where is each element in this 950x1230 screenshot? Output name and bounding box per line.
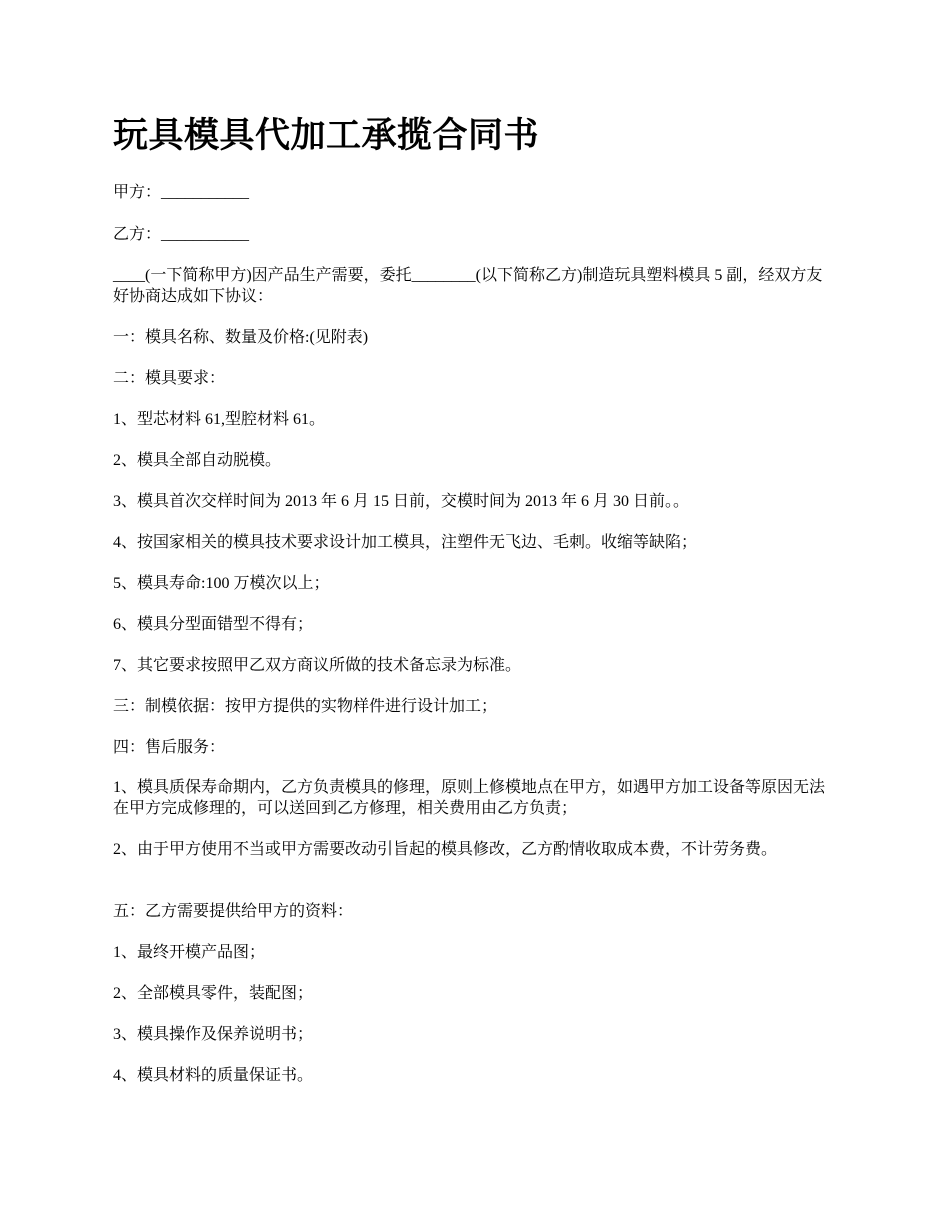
deliverable-item: 4、模具材料的质量保证书。 [113,1067,314,1084]
section-1-heading: 一：模具名称、数量及价格:(见附表) [113,329,369,346]
party-a-line: 甲方：___________ [113,184,250,201]
section-4-heading: 四：售后服务： [113,739,226,756]
service-item: 2、由于甲方使用不当或甲方需要改动引旨起的模具修改，乙方酌情收取成本费，不计劳务费。 [113,841,778,858]
intro-paragraph: ____(一下简称甲方)因产品生产需要，委托________(以下简称乙方)制造玩具塑料模具 5 副，经双方友好协商达成如下协议： [113,267,823,305]
deliverable-item: 3、模具操作及保养说明书； [113,1026,314,1043]
requirement-item: 5、模具寿命:100 万模次以上； [113,575,330,592]
party-b-line: 乙方：___________ [113,226,250,243]
section-5-heading: 五：乙方需要提供给甲方的资料： [113,903,354,920]
requirement-item: 1、型芯材料 61,型腔材料 61。 [113,411,326,428]
section-3-heading: 三：制模依据：按甲方提供的实物样件进行设计加工； [113,698,498,715]
requirement-item: 6、模具分型面错型不得有； [113,616,314,633]
document-title: 玩具模具代加工承揽合同书 [113,116,540,155]
requirement-item: 3、模具首次交样时间为 2013 年 6 月 15 日前，交模时间为 2013 年 6 月 30 日前。。 [113,493,690,510]
service-item: 1、模具质保寿命期内，乙方负责模具的修理，原则上修模地点在甲方，如遇甲方加工设备等原因无法在甲方完成修理的，可以送回到乙方修理，相关费用由乙方负责； [113,779,826,817]
section-2-heading: 二：模具要求： [113,370,226,387]
deliverable-item: 1、最终开模产品图； [113,944,266,961]
requirement-item: 2、模具全部自动脱模。 [113,452,282,469]
deliverable-item: 2、全部模具零件，装配图； [113,985,314,1002]
requirement-item: 7、其它要求按照甲乙双方商议所做的技术备忘录为标准。 [113,657,522,674]
requirement-item: 4、按国家相关的模具技术要求设计加工模具，注塑件无飞边、毛刺。收缩等缺陷； [113,534,698,551]
